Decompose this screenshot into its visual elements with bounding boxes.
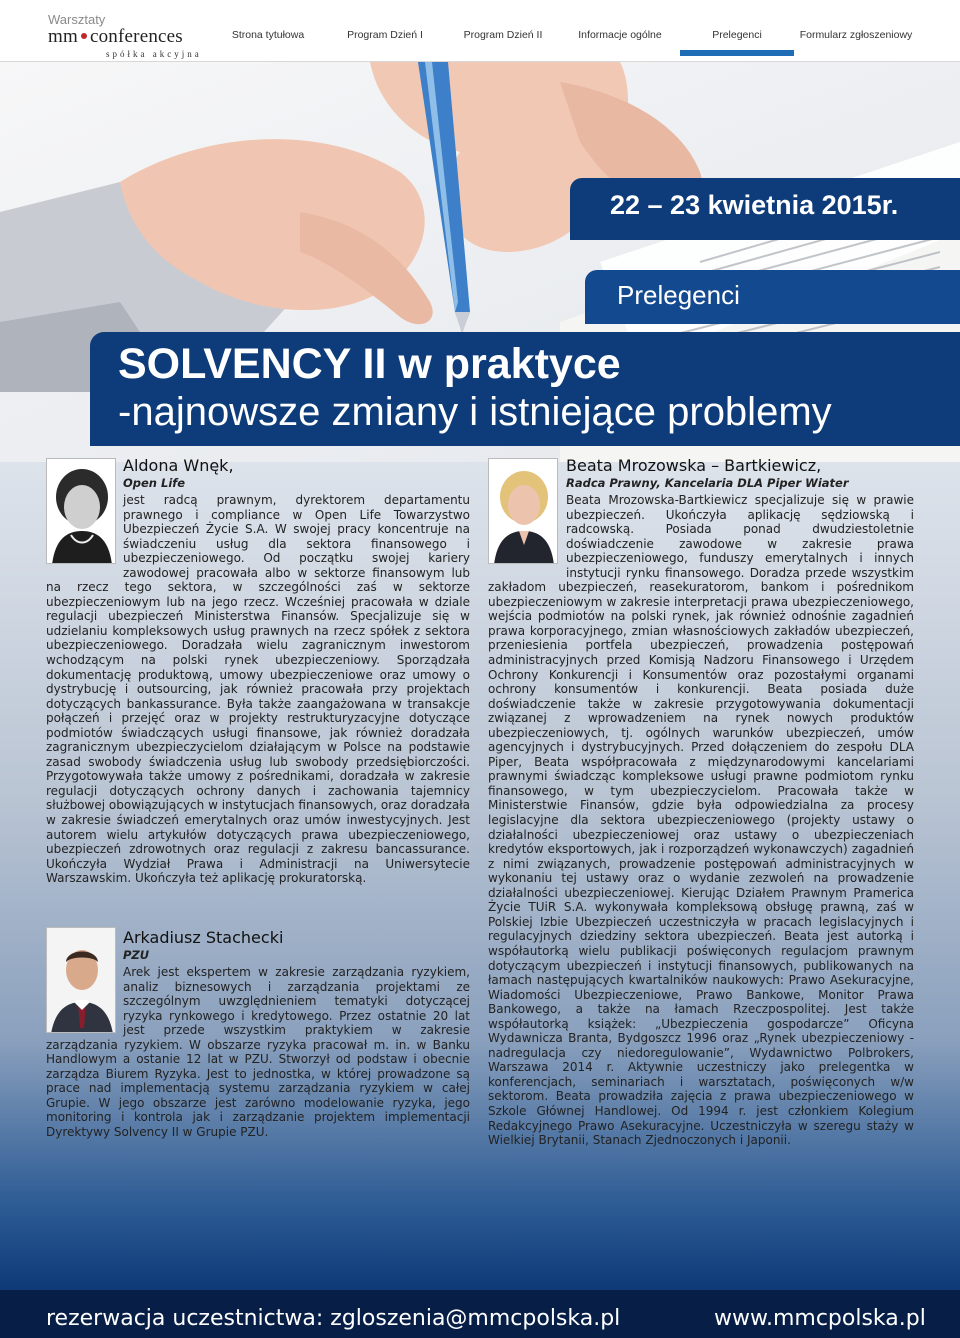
nav-item-general-info[interactable]: Informacje ogólne: [578, 29, 662, 41]
speaker-bio-text: jest radcą prawnym, dyrektorem departamentu prawnego i compliance w Open Life Towarzystwo Ubezpieczeń Życie S.A. W swojej pracy koncentruje na świadczeniu usług dla sektora finansowego i ubezpieczeniowego. Od początku swojej kariery zawodowej pracowała albo w sektorze finansowym lub na rzecz tego sektora, w szczególności zaś w sektorze ubezpieczeniowym lub na jego rzecz. Wcześniej pracowała w dziale regulacji ubezpieczeń Ministerstwa Finansów. Specjalizuje się w udzielaniu kompleksowych usług prawnych na rzecz spółek z sektora ubezpieczeniowego. Doradzała wielu zagranicznym inwestorom wchodzącym na polski rynek ubezpieczeniowy. Sporządzała dokumentację produktową, umowy ubezpieczeniowe oraz umowy o dystrybucję i outsourcing, jak również pracowała przy projektach dotyczących bankassurance. Była także zaangażowana w transakcje połączeń i przejęć oraz w projekty restrukturyzacyjne dotyczące podmiotów świadczących usługi finansowe, jak również doradzała zagranicznym ubezpieczycielom działającym w Polsce na podstawie zasad swobody świadczenia usług lub swobody przedsiębiorczości. Przygotowywała także umowy z pośrednikami, doradzała w zakresie regulacji dotyczących ochrony danych i zachowania tajemnicy służbowej obowiązujących w instytucjach finansowych, oraz doradzała w zakresie świadczeń emerytalnych oraz umów inwestycyjnych. Jest autorem wielu artykułów dotyczących prawa ubezpieczeniowego, ubezpieczeń zdrowotnych oraz regulacji z zakresu bancassurance. Ukończyła Wydział Prawa i Administracji na Uniwersytecie Warszawskim. Ukończyła też aplikację prokuratorską.: [46, 493, 470, 886]
photo-wrap-spacer: [46, 965, 123, 1037]
conference-title-panel: [90, 332, 960, 446]
footer-bar: [0, 1290, 960, 1338]
nav-item-home[interactable]: Strona tytułowa: [231, 29, 305, 41]
section-title: Prelegenci: [617, 280, 740, 310]
nav-item-program-day-1[interactable]: Program Dzień I: [347, 29, 423, 41]
logo-dot-icon: [81, 33, 87, 39]
speaker-name-arkadiusz-stachecki: Arkadiusz Stachecki: [123, 928, 284, 947]
event-date: 22 – 23 kwietnia 2015r.: [610, 190, 899, 220]
logo-wordmark-right: conferences: [89, 26, 183, 47]
section-title-panel: [585, 270, 960, 324]
nav-item-program-day-2[interactable]: Program Dzień II: [463, 29, 543, 41]
top-navigation: [0, 0, 960, 62]
speaker-bio-aldona-wnek: [46, 493, 470, 886]
speaker-name-aldona-wnek: Aldona Wnęk,: [123, 456, 234, 475]
conference-subtitle: -najnowsze zmiany i istniejące problemy: [118, 390, 832, 434]
footer-website-link[interactable]: www.mmcpolska.pl: [714, 1306, 926, 1331]
logo-wordmark-left: mm: [48, 26, 78, 47]
footer-registration-email[interactable]: zgloszenia@mmcpolska.pl: [330, 1306, 621, 1331]
nav-item-speakers[interactable]: Prelegenci: [680, 0, 794, 62]
nav-item-registration-form[interactable]: Formularz zgłoszeniowy: [799, 29, 913, 41]
speaker-role-beata-mrozowska-bartkiewicz: Radca Prawny, Kancelaria DLA Piper Wiater: [566, 476, 849, 490]
speaker-bio-beata-mrozowska-bartkiewicz: [488, 493, 914, 1148]
speaker-bio-text: Arek jest ekspertem w zakresie zarządzania ryzykiem, analiz biznesowych i zarządzania projektami ze szczególnym uwzględnieniem tematyki dotyczącej ryzyka rynkowego i kredytowego. Przez ostatnie 20 lat jest przede wszystkim praktykiem w zakresie zarządzania ryzykiem. W obszarze ryzyka pracował m. in. w Banku Handlowym a ostanie 12 lat w PZU. Stworzył od podstaw i obecnie zarządza Biurem Ryzyka. Jest to jednostka, w której prowadzone są prace nad implementacją systemu zarządzania ryzykiem w całej Grupie. W jego obszarze jest zarówno modelowanie ryzyka, jego monitoring i kontrola jak i zarządzanie projektem implementacji Dyrektywy Solvency II w Grupie PZU.: [46, 965, 470, 1140]
pen-tip-shape: [455, 312, 470, 334]
logo-workshops-label: Warsztaty: [48, 12, 106, 27]
mmconferences-logo[interactable]: [48, 12, 208, 59]
event-date-panel: [570, 178, 960, 240]
conference-title: SOLVENCY II w praktyce: [118, 340, 621, 388]
photo-wrap-spacer: [46, 493, 123, 580]
speaker-bio-text: Beata Mrozowska-Bartkiewicz specjalizuje się w prawie ubezpieczeń. Ukończyła aplikację sędziowską i radcowską. Posiada ponad dwudziestoletnie doświadczenie zawodowe w zakresie prawa ubezpieczeniowego, funduszy emerytalnych i innych instytucji rynku finansowego. Doradza przede wszystkim zakładom ubezpieczeń, reasekuratorom, bankom i pośrednikom ubezpieczeniowym w zakresie interpretacji prawa ubezpieczeniowego, wejścia podmiotów na polski rynek, jak również odnośnie zagadnień prawa korporacyjnego, zmian własnościowych zakładów ubezpieczeń, przeniesienia portfela ubezpieczeń, prowadzenia postępowań administracyjnych przed Komisją Nadzoru Finansowego i Urzędem Ochrony Konkurencji i Konsumentów oraz pozostałymi organami ochrony konsumentów i konkurencji. Beata posiada duże doświadczenie także w zakresie przygotowywania dokumentacji związanej z wprowadzeniem na rynek nowych produktów ubezpieczeniowych, tj. ogólnych warunków ubezpieczeń, umów agencyjnych i dystrybucyjnych. Przed dołączeniem do zespołu DLA Piper, Beata współpracowała z międzynarodowymi kancelariami prawnymi świadcząc kompleksowe usługi prawne podmiotom rynku finansowego, w tym ubezpieczycielom. Pracowała także w Ministerstwie Finansów, gdzie była odpowiedzialna za procesy legislacyjne dla sektora ubezpieczeniowego (projekty ustawy o działalności ubezpieczeniowej oraz ustawy o ubezpieczeniach kredytów eksportowych, jak i rozporządzeń wykonawczych) zagadnień z nimi związanych, prowadzenie postępowań administracyjnych w wykonaniu tej ustawy oraz o wydanie zezwoleń na prowadzenie działalności ubezpieczeniowej. Kierując Działem Prawnym Pramerica Życie TUiR S.A. wykonywała kompleksową obsługę prawną, zaś w Polskiej Izbie Ubezpieczeń uczestniczyła w pracach legislacyjnych i regulacyjnych dziedziny sektora ubezpieczeń. Beata jest autorką i współautorką wielu publikacji poświęconych regulacjom prawnym dotyczącym ubezpieczeń i instytucji finansowych, publikowanych na łamach następujących kwartalników naukowych: Prawo Asekuracyjne, Wiadomości Ubezpieczeniowe, Prawo Bankowe, Monitor Prawa Bankowego, a także na łamach Rzeczpospolitej. Jest także współautorką książek: „Ubezpieczenia gospodarcze” Oficyna Wydawnicza Branta, Bydgoszcz 1996 oraz „Rynek ubezpieczeniowy - nadregulacja czy niedoregulowanie”, Wydawnictwo Polbrokers, Warszawa 2014 r. Aktywnie uczestniczy jako prelegentka w konferencjach, seminariach i warsztatach, poświęconych w/w sektorom. Beata prowadziła zajęcia z prawa ubezpieczeniowego w Szkole Głównej Handlowej. Od 1994 r. jest członkiem Kolegium Redakcyjnego Prawo Asekuracyjne. Uczestniczyła w szeregu staży w Wielkiej Brytanii, Stanach Zjednoczonych i Japonii.: [488, 493, 914, 1148]
logo-company-type: spółka akcyjna: [106, 49, 202, 59]
footer-registration-label: rezerwacja uczestnictwa:: [46, 1306, 324, 1331]
speaker-name-beata-mrozowska-bartkiewicz: Beata Mrozowska – Bartkiewicz,: [566, 456, 822, 475]
logo-wordmark: [48, 26, 183, 48]
speaker-role-arkadiusz-stachecki: PZU: [123, 948, 150, 962]
speaker-role-aldona-wnek: Open Life: [123, 476, 186, 490]
photo-wrap-spacer: [488, 493, 566, 580]
footer-registration: [46, 1306, 620, 1331]
speaker-bio-arkadiusz-stachecki: [46, 965, 470, 1140]
